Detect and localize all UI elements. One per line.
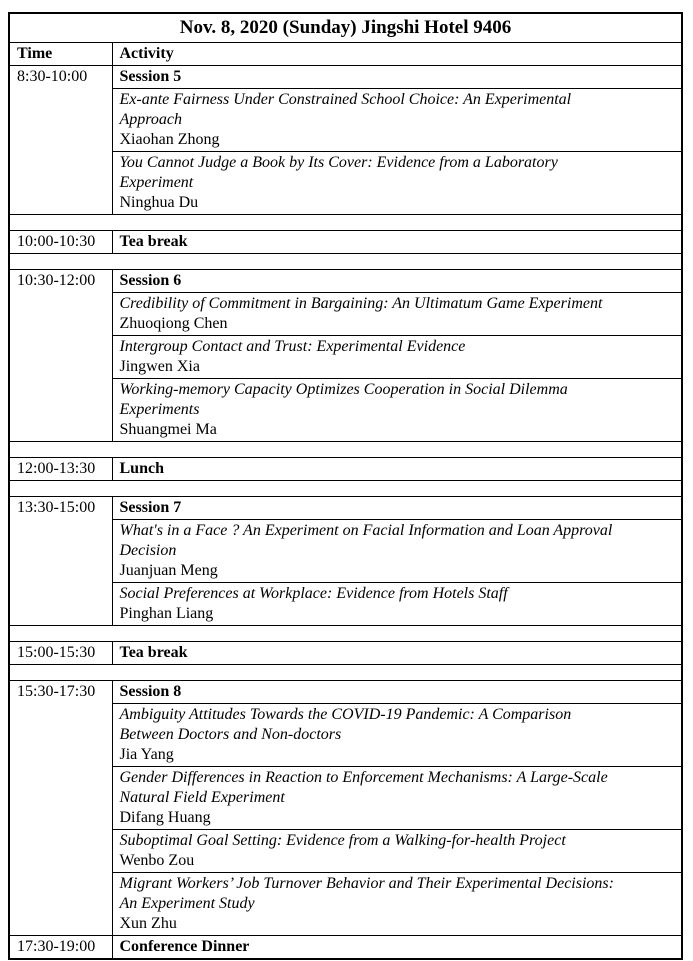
session-title-cell: Session 8 <box>112 681 682 704</box>
talk-title-line: Experiments <box>119 401 200 418</box>
column-header-time: Time <box>9 43 112 66</box>
talk-title-line: Approach <box>119 111 183 128</box>
talk-title-line: Suboptimal Goal Setting: Evidence from a Walking-for-health Project <box>119 832 566 849</box>
spacer-cell <box>9 215 682 231</box>
talk-title-line: Decision <box>119 542 177 559</box>
column-header-row <box>9 43 682 66</box>
column-header-activity: Activity <box>112 43 682 66</box>
talk-cell <box>112 89 682 152</box>
activity-cell: Tea break <box>112 642 682 665</box>
spacer-cell <box>9 665 682 681</box>
spacer-row <box>9 626 682 642</box>
talk-title-line: Credibility of Commitment in Bargaining: An Ultimatum Game Experiment <box>119 295 603 312</box>
schedule-row <box>9 458 682 481</box>
talk-title-line: Migrant Workers’ Job Turnover Behavior and Their Experimental Decisions: <box>119 875 614 892</box>
activity-cell: Tea break <box>112 231 682 254</box>
document-page <box>0 12 693 961</box>
time-cell: 8:30-10:00 <box>9 66 112 215</box>
time-cell: 13:30-15:00 <box>9 497 112 626</box>
title-row <box>9 13 682 43</box>
schedule-row <box>9 936 682 960</box>
schedule-row <box>9 642 682 665</box>
spacer-row <box>9 254 682 270</box>
talk-title-line: Social Preferences at Workplace: Evidence from Hotels Staff <box>119 585 508 602</box>
talk-title-line: Experiment <box>119 174 194 191</box>
talk-speaker: Wenbo Zou <box>119 852 195 869</box>
talk-cell <box>112 830 682 873</box>
talk-cell <box>112 379 682 442</box>
time-cell: 10:00-10:30 <box>9 231 112 254</box>
talk-title-line: Natural Field Experiment <box>119 789 285 806</box>
schedule-table <box>8 12 683 960</box>
talk-cell <box>112 336 682 379</box>
talk-speaker: Shuangmei Ma <box>119 421 217 438</box>
activity-cell: Lunch <box>112 458 682 481</box>
talk-title-line: Between Doctors and Non-doctors <box>119 726 342 743</box>
talk-title-line: Working-memory Capacity Optimizes Cooperation in Social Dilemma <box>119 381 568 398</box>
talk-cell <box>112 152 682 215</box>
session-header-row <box>9 497 682 520</box>
session-title-cell: Session 6 <box>112 270 682 293</box>
talk-title-line: Ambiguity Attitudes Towards the COVID-19 Pandemic: A Comparison <box>119 706 572 723</box>
talk-cell <box>112 873 682 936</box>
spacer-row <box>9 665 682 681</box>
talk-speaker: Ninghua Du <box>119 194 199 211</box>
spacer-row <box>9 481 682 497</box>
talk-speaker: Pinghan Liang <box>119 605 214 622</box>
time-cell: 17:30-19:00 <box>9 936 112 960</box>
spacer-cell <box>9 481 682 497</box>
session-header-row <box>9 270 682 293</box>
talk-cell <box>112 767 682 830</box>
spacer-cell <box>9 442 682 458</box>
session-header-row <box>9 66 682 89</box>
time-cell: 15:30-17:30 <box>9 681 112 936</box>
schedule-row <box>9 231 682 254</box>
talk-speaker: Zhuoqiong Chen <box>119 315 228 332</box>
talk-title-line: Ex-ante Fairness Under Constrained School Choice: An Experimental <box>119 91 572 108</box>
spacer-row <box>9 215 682 231</box>
session-title-cell: Session 7 <box>112 497 682 520</box>
time-cell: 10:30-12:00 <box>9 270 112 442</box>
talk-speaker: Xiaohan Zhong <box>119 131 220 148</box>
talk-speaker: Xun Zhu <box>119 915 177 932</box>
talk-title-line: You Cannot Judge a Book by Its Cover: Evidence from a Laboratory <box>119 154 558 171</box>
talk-title-line: What's in a Face ? An Experiment on Facial Information and Loan Approval <box>119 522 613 539</box>
talk-title-line: An Experiment Study <box>119 895 255 912</box>
spacer-cell <box>9 626 682 642</box>
talk-speaker: Jia Yang <box>119 746 174 763</box>
page-title: Nov. 8, 2020 (Sunday) Jingshi Hotel 9406 <box>9 13 682 43</box>
talk-cell <box>112 520 682 583</box>
talk-speaker: Juanjuan Meng <box>119 562 218 579</box>
activity-cell: Conference Dinner <box>112 936 682 960</box>
session-title-cell: Session 5 <box>112 66 682 89</box>
session-header-row <box>9 681 682 704</box>
spacer-cell <box>9 254 682 270</box>
time-cell: 15:00-15:30 <box>9 642 112 665</box>
time-cell: 12:00-13:30 <box>9 458 112 481</box>
talk-speaker: Difang Huang <box>119 809 211 826</box>
talk-title-line: Intergroup Contact and Trust: Experimental Evidence <box>119 338 466 355</box>
talk-cell <box>112 293 682 336</box>
spacer-row <box>9 442 682 458</box>
talk-speaker: Jingwen Xia <box>119 358 200 375</box>
talk-cell <box>112 704 682 767</box>
talk-title-line: Gender Differences in Reaction to Enforcement Mechanisms: A Large-Scale <box>119 769 608 786</box>
talk-cell <box>112 583 682 626</box>
